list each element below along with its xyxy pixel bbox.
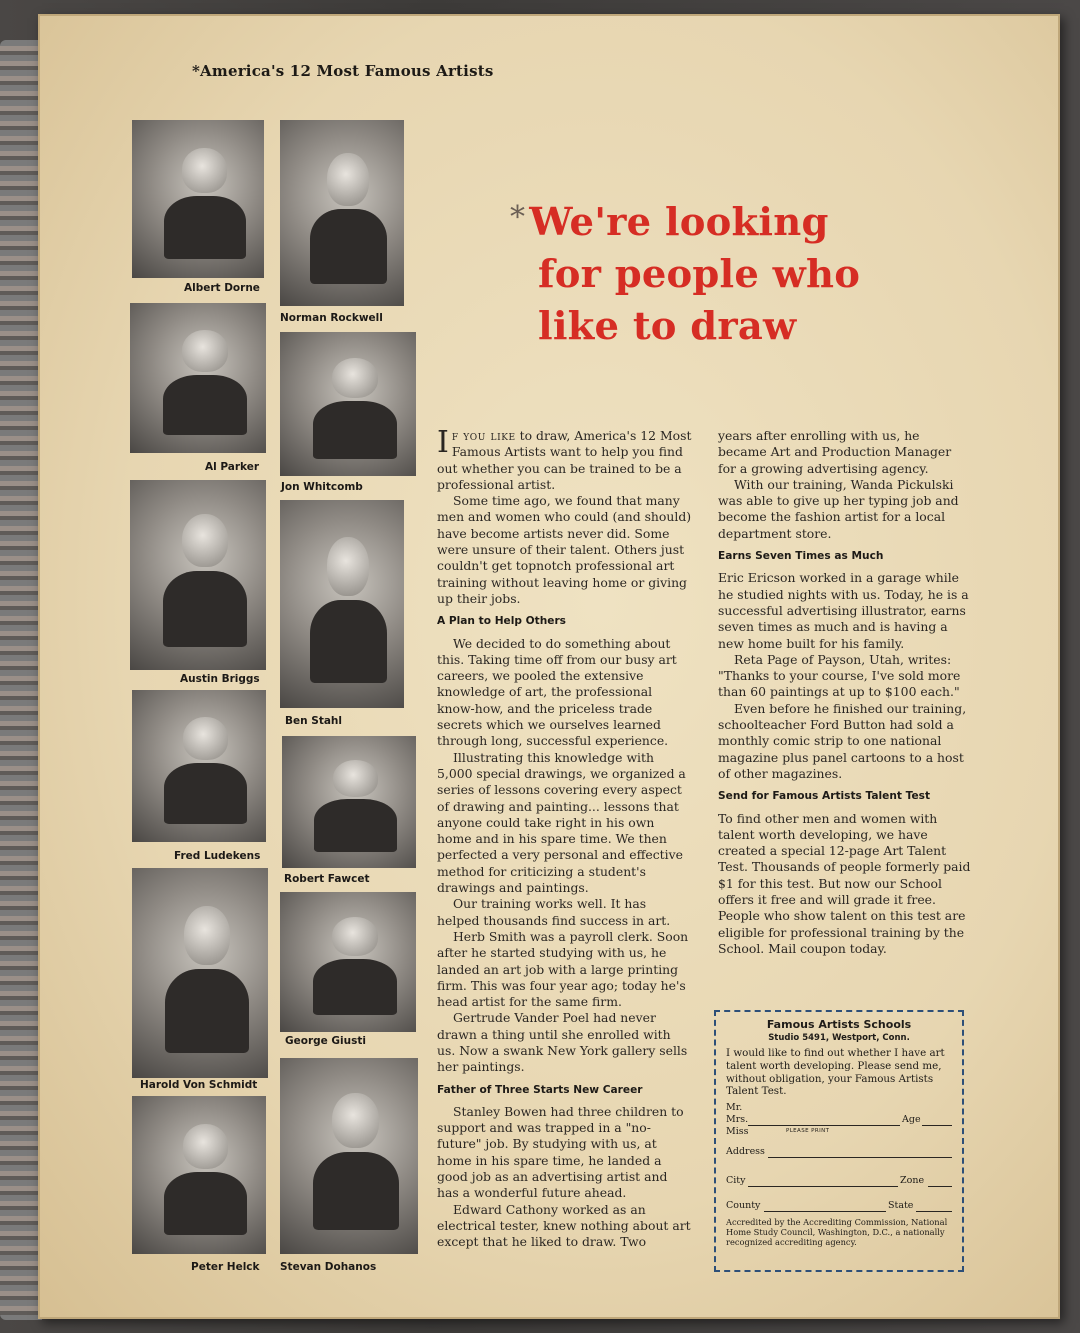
address-field[interactable]: [726, 1146, 952, 1159]
body-column-right: [718, 428, 972, 957]
salutation-mr: Mr.: [726, 1102, 743, 1114]
artist-photo: [280, 892, 416, 1032]
paragraph: Our training works well. It has helped thousands find success in art.: [437, 896, 671, 928]
artist-caption: Ben Stahl: [285, 715, 342, 727]
artist-photo: [280, 1058, 418, 1254]
age-label: Age: [902, 1114, 921, 1126]
zone-label: Zone: [900, 1175, 925, 1187]
artist-photo: [130, 480, 266, 670]
headline: [510, 192, 860, 353]
headline-line: like to draw: [538, 304, 797, 349]
artist-caption: Albert Dorne: [184, 282, 260, 294]
artist-photo: [282, 736, 416, 868]
artist-photo: [132, 120, 264, 278]
artist-photo: [132, 868, 268, 1078]
paragraph: Gertrude Vander Poel had never drawn a thing until she enrolled with us. Now a swank New York gallery sells her paintings.: [437, 1010, 688, 1075]
address-label: Address: [726, 1146, 765, 1158]
city-line: [748, 1186, 898, 1187]
subheading: Earns Seven Times as Much: [718, 550, 884, 563]
artist-photo: [132, 690, 266, 842]
artist-caption: Jon Whitcomb: [281, 481, 363, 493]
salutation-miss: Miss: [726, 1126, 749, 1138]
lead-in: f you like: [451, 428, 516, 443]
headline-line: We're looking: [529, 200, 829, 245]
coupon-studio-address: Studio 5491, Westport, Conn.: [768, 1033, 910, 1043]
name-field[interactable]: [726, 1102, 952, 1140]
artist-photo: [280, 332, 416, 476]
accreditation-note: Accredited by the Accrediting Commission, National Home Study Council, Washington, D.C., a nationally recognized accrediting agency.: [726, 1217, 948, 1248]
header-title: *America's 12 Most Famous Artists: [192, 62, 494, 80]
county-label: County: [726, 1200, 761, 1212]
artist-photo: [132, 1096, 266, 1254]
coupon-title: Famous Artists Schools: [766, 1018, 912, 1031]
state-label: State: [888, 1200, 914, 1212]
paragraph: Some time ago, we found that many men and women who could (and should) have become artists never did. Some were unsure of their talent. Others just couldn't get topnotch professional art training without leaving home or giving up their jobs.: [437, 493, 692, 606]
artist-caption: Fred Ludekens: [174, 850, 261, 862]
subheading: A Plan to Help Others: [437, 615, 566, 628]
paragraph: Illustrating this knowledge with 5,000 special drawings, we organized a series of lessons covering every aspect of drawing and painting... lessons that anyone could take right in his own home and in his spare time. We then perfected a very personal and effective method for criticizing a student's drawings and paintings.: [437, 749, 686, 896]
county-state-field[interactable]: [726, 1200, 952, 1213]
paragraph: Eric Ericson worked in a garage while he studied nights with us. Today, he is a successful advertising illustrator, earns seven times as much and is having a new home built for his family.: [718, 570, 969, 651]
paragraph: Reta Page of Payson, Utah, writes: "Thanks to your course, I've sold more than 60 paintings at up to $100 each.": [718, 651, 961, 700]
artist-caption: George Giusti: [285, 1035, 366, 1047]
paragraph: to draw, America's 12 Most Famous Artists want to help you find out whether you can be trained to be a professional artist.: [437, 428, 692, 492]
age-line[interactable]: [922, 1125, 952, 1126]
subheading: Send for Famous Artists Talent Test: [718, 790, 931, 803]
paragraph: With our training, Wanda Pickulski was able to give up her typing job and become the fashion artist for a local department store.: [718, 476, 959, 541]
artist-caption: Al Parker: [205, 461, 260, 473]
address-line: [768, 1157, 952, 1158]
zone-line[interactable]: [928, 1186, 952, 1187]
artist-caption: Peter Helck: [191, 1261, 260, 1273]
mail-in-coupon: [714, 1010, 964, 1272]
artist-photo: [280, 120, 404, 306]
headline-asterisk: *: [510, 200, 526, 235]
city-zone-field[interactable]: [726, 1175, 952, 1188]
paragraph: We decided to do something about this. Taking time off from our busy art careers, we pooled the extensive knowledge of art, the professional know-how, and the priceless trade secrets which we ourselves learned through long, successful experience.: [437, 635, 677, 749]
please-print-note: PLEASE PRINT: [786, 1128, 830, 1135]
artist-photo: [130, 303, 266, 453]
paragraph: years after enrolling with us, he became Art and Production Manager for a growing advertising agency.: [718, 428, 952, 476]
salutation-mrs: Mrs.: [726, 1114, 749, 1126]
paragraph: Even before he finished our training, schoolteacher Ford Button had sold a monthly comic strip to one national magazine plus panel cartoons to a host of other magazines.: [718, 700, 967, 781]
coupon-request-text: I would like to find out whether I have art talent worth developing. Please send me, without obligation, your Famous Artists Talent Test.: [726, 1047, 945, 1098]
name-line: [748, 1125, 900, 1126]
magazine-spine: [0, 40, 42, 1320]
artist-photo: [280, 500, 404, 708]
body-column-left: [437, 425, 692, 1251]
state-line[interactable]: [916, 1211, 952, 1212]
paragraph: Stanley Bowen had three children to support and was trapped in a "no-future" job. By studying with us, at home in his spare time, he landed a good job as an advertising artist and has a wonderful future ahead.: [437, 1103, 684, 1201]
paragraph: To find other men and women with talent worth developing, we have created a special 12-page Art Talent Test. Thousands of people formerly paid $1 for this test. But now our School offers it free and will grade it free. People who show talent on this test are eligible for professional training by the School. Mail coupon today.: [718, 810, 971, 956]
artist-caption: Austin Briggs: [180, 673, 260, 685]
paragraph: Herb Smith was a payroll clerk. Soon after he started studying with us, he landed an art job with a large printing firm. This was four year ago; today he's head artist for the same firm.: [437, 928, 689, 1010]
headline-line: for people who: [538, 252, 861, 297]
city-label: City: [726, 1175, 746, 1187]
artist-caption: Harold Von Schmidt: [140, 1079, 258, 1091]
artist-caption: Stevan Dohanos: [280, 1261, 377, 1273]
artist-caption: Robert Fawcet: [284, 873, 370, 885]
drop-cap: I: [437, 425, 449, 460]
paragraph: Edward Cathony worked as an electrical tester, knew nothing about art except that he liked to draw. Two: [437, 1201, 691, 1250]
county-line: [764, 1211, 886, 1212]
artist-caption: Norman Rockwell: [280, 312, 383, 324]
subheading: Father of Three Starts New Career: [437, 1083, 643, 1096]
